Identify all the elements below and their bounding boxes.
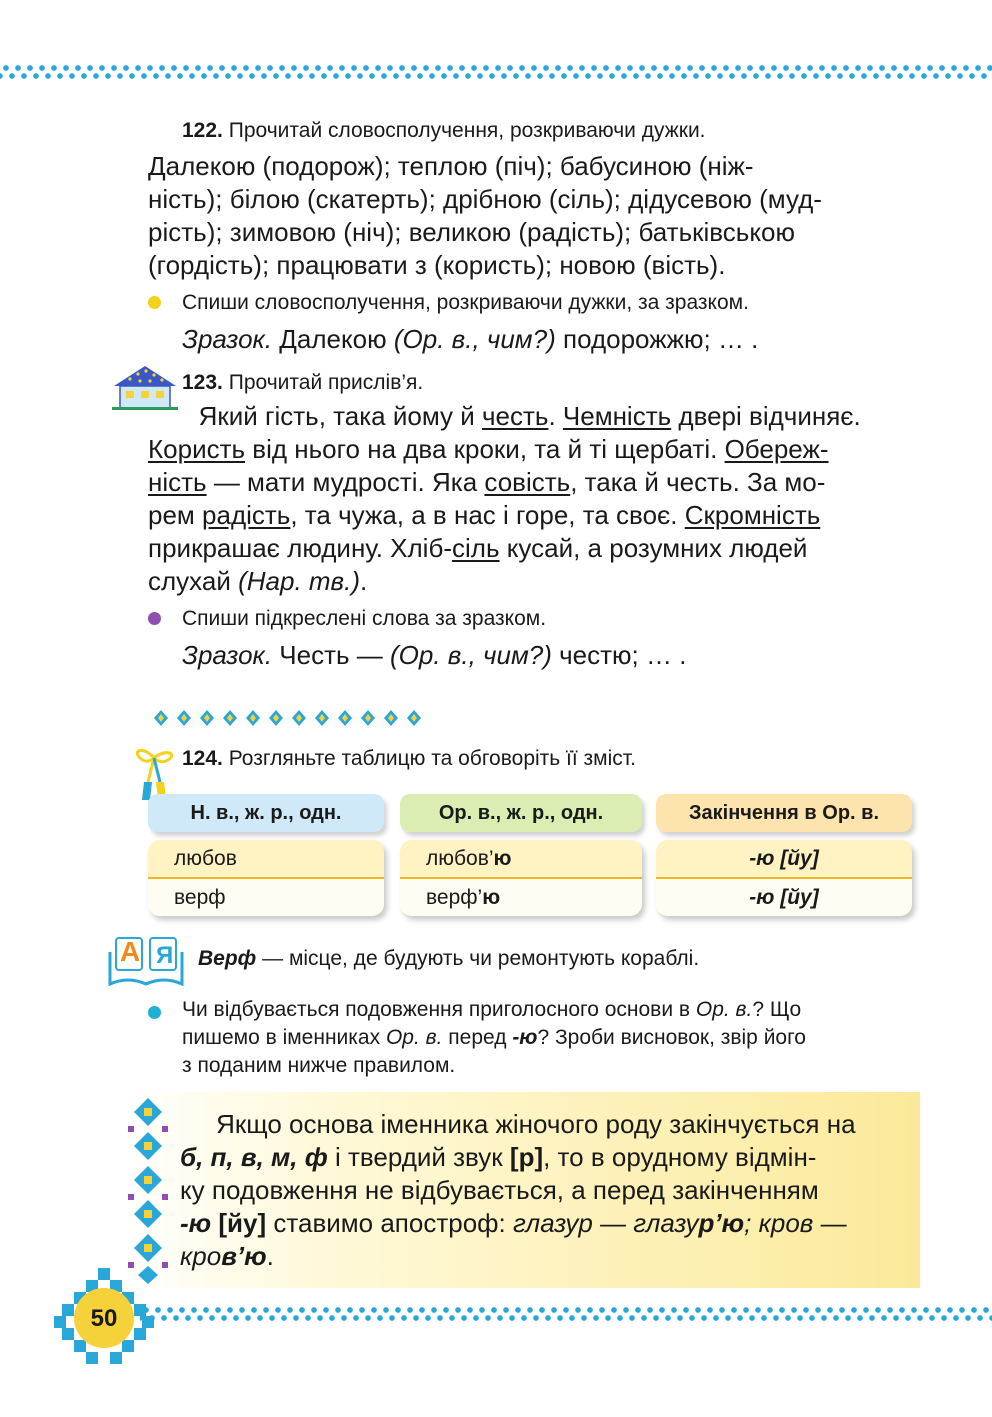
table-cell: любов [148,840,384,879]
task-122-text [148,150,912,282]
example-case-note: (Ор. в., чим?) [390,640,552,670]
rule-text [180,1108,912,1273]
task-124-header [182,744,636,774]
text-line: Якщо основа іменника жіночого роду закінчується на [180,1109,856,1139]
task-122-header [182,116,706,146]
task-number: 123. [182,371,223,394]
table-column-nominative [148,840,384,916]
text-line: Чи відбувається подовження приголосного основи в Ор. в.? Що [182,998,802,1021]
example-case-note: (Ор. в., чим?) [393,324,556,354]
page-number-badge [54,1268,154,1368]
top-ornament-border [0,64,992,80]
table-header-ending: Закінчення в Ор. в. [656,794,912,832]
example-word: Далекою [279,324,387,354]
dictionary-book-icon [106,932,186,988]
table-cell: верф [148,879,384,916]
word-stem: верф’ [426,885,483,909]
task-123-proverbs [148,400,912,598]
text-line: рість); зимовою (ніч); великою (радість); батьківською [148,217,795,247]
example-label: Зразок. [182,640,273,670]
text-line: пишемо в іменниках Ор. в. перед -ю? Зроби висновок, звір його [182,1026,806,1049]
glossary-term: Верф [198,947,257,970]
ribbon-tassel-icon [126,742,182,802]
text-line: Який гість, така йому й честь. Чемність двері відчиняє. [148,401,861,431]
glossary-definition: — місце, де будують чи ремонтують кораблі. [262,947,700,970]
task-122-example [182,322,758,356]
task-123-subtask: Спиши підкреслені слова за зразком. [182,607,547,630]
text-line: ність); білою (скатерть); дрібною (сіль); дідусевою (муд- [148,184,822,214]
word-ending: ю [493,846,512,870]
table-cell [400,879,642,916]
table-cell: -ю [йу] [656,840,912,879]
glossary-letter-a: А [120,936,141,967]
task-122-subtask: Спиши словосполучення, розкриваючи дужки, за зразком. [182,291,749,314]
word-stem: любов’ [426,846,494,870]
text-line: б, п, в, м, ф і твердий звук [р], то в орудному відмін- [180,1142,817,1172]
diamond-ornament-divider [154,708,424,728]
table-column-instrumental [400,840,642,916]
example-result: подорожжю; … . [562,324,759,354]
embroidery-ornament-icon [128,1098,168,1284]
task-number: 122. [182,119,223,142]
example-label: Зразок. [182,324,273,354]
task-number: 124. [182,747,223,770]
purple-bullet-icon [148,612,161,625]
glossary-entry [198,944,699,974]
task-instruction: Розгляньте таблицю та обговоріть її зміст. [228,747,636,770]
table-header-nominative: Н. в., ж. р., одн. [148,794,384,832]
task-123-example [182,638,686,672]
example-word: Честь — [279,640,383,670]
task-123-header [182,368,423,398]
example-result: честю; … . [559,640,687,670]
text-line: рем радість, та чужа, а в нас і горе, та своє. Скромність [148,500,821,530]
text-line: -ю [йу] ставимо апостроф: глазур — глазур’ю; кров — [180,1208,847,1238]
text-line: кров’ю. [180,1241,274,1271]
text-line: ку подовження не відбувається, а перед закінченням [180,1175,819,1205]
bottom-ornament-border [140,1306,992,1322]
table-header-instrumental: Ор. в., ж. р., одн. [400,794,642,832]
task-instruction: Прочитай прислів’я. [228,371,424,394]
text-line: слухай (Нар. тв.). [148,566,368,596]
text-line: з поданим нижче правилом. [182,1054,456,1077]
text-line: Користь від нього на два кроки, та й ті щербаті. Обереж- [148,434,829,464]
text-line: (гордість); працювати з (користь); новою (вість). [148,250,726,280]
task-instruction: Прочитай словосполучення, розкриваючи дужки. [228,119,706,142]
word-ending: ю [482,885,501,909]
table-column-ending [656,840,912,916]
table-cell: -ю [йу] [656,879,912,916]
cyan-bullet-icon [148,1006,161,1019]
text-line: ність — мати мудрості. Яка совість, така й честь. За мо- [148,467,826,497]
glossary-letter-ya: Я [156,942,174,969]
yellow-bullet-icon [148,296,161,309]
page-number: 50 [90,1305,118,1332]
task-124-question [182,996,922,1080]
text-line: Далекою (подорож); теплою (піч); бабусиною (ніж- [148,151,754,181]
text-line: прикрашає людину. Хліб-сіль кусай, а розумних людей [148,533,808,563]
table-cell [400,840,642,879]
